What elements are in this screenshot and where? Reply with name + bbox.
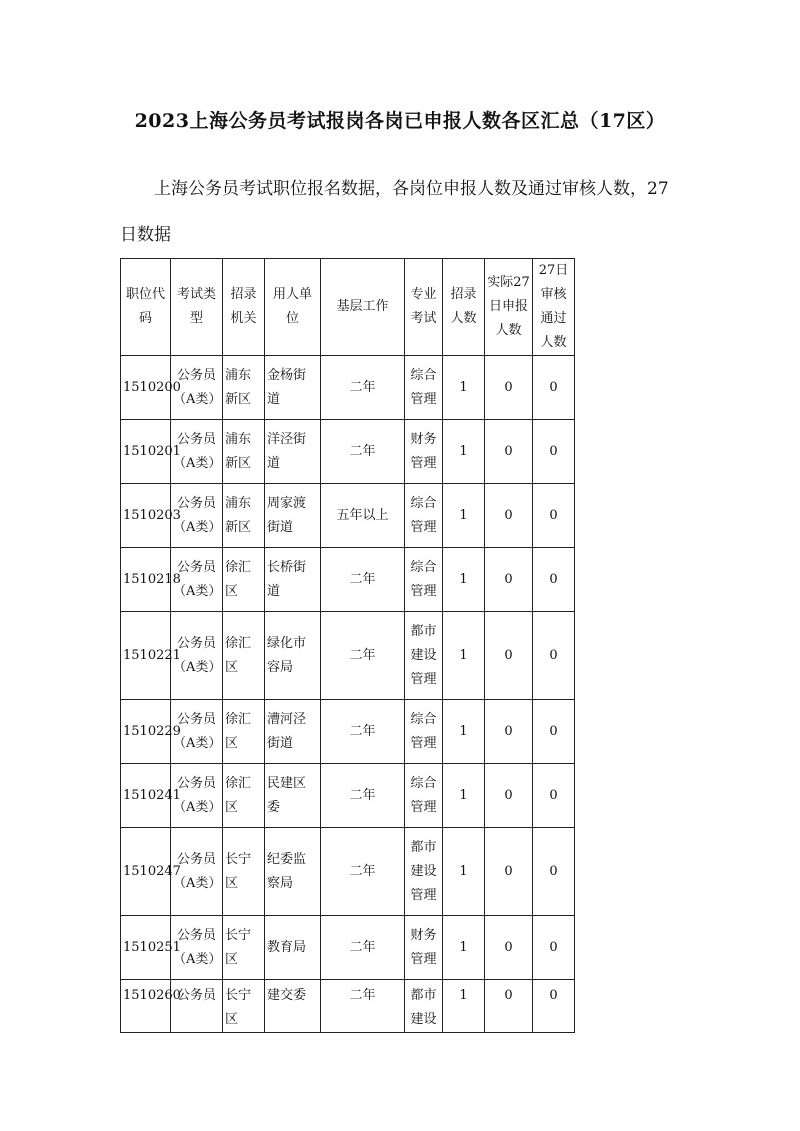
cell-unit: 长桥街道 (265, 548, 321, 612)
cell-code: 1510247 (121, 828, 171, 916)
header-cell: 招录人数 (443, 259, 485, 356)
table-row (121, 548, 575, 612)
header-cell: 招录机关 (223, 259, 265, 356)
cell-applied: 0 (485, 612, 533, 700)
cell-type: 公务员（A类） (171, 484, 223, 548)
cell-type: 公务员（A类） (171, 420, 223, 484)
cell-exam: 综合管理 (405, 356, 443, 420)
cell-org: 浦东新区 (223, 420, 265, 484)
cell-passed: 0 (533, 916, 575, 980)
cell-base: 二年 (321, 764, 405, 828)
cell-unit: 洋泾街道 (265, 420, 321, 484)
cell-unit: 金杨街道 (265, 356, 321, 420)
cell-passed: 0 (533, 612, 575, 700)
table-row (121, 828, 575, 916)
cell-quota: 1 (443, 764, 485, 828)
cell-org: 徐汇区 (223, 764, 265, 828)
table-row (121, 356, 575, 420)
cell-org: 长宁区 (223, 828, 265, 916)
cell-base: 二年 (321, 420, 405, 484)
cell-passed: 0 (533, 980, 575, 1033)
cell-passed: 0 (533, 548, 575, 612)
cell-type: 公务员（A类） (171, 612, 223, 700)
positions-table (120, 258, 575, 1033)
table-row (121, 764, 575, 828)
cell-code: 1510221 (121, 612, 171, 700)
cell-exam: 财务管理 (405, 916, 443, 980)
cell-base: 二年 (321, 700, 405, 764)
cell-type: 公务员（A类） (171, 764, 223, 828)
cell-exam: 综合管理 (405, 484, 443, 548)
cell-applied: 0 (485, 420, 533, 484)
cell-org: 长宁区 (223, 916, 265, 980)
cell-org: 徐汇区 (223, 612, 265, 700)
cell-unit: 绿化市容局 (265, 612, 321, 700)
cell-passed: 0 (533, 356, 575, 420)
document-title: 2023上海公务员考试报岗各岗已申报人数各区汇总（17区） (134, 110, 666, 132)
cell-applied: 0 (485, 980, 533, 1033)
cell-org: 徐汇区 (223, 548, 265, 612)
cell-code: 1510251 (121, 916, 171, 980)
cell-type: 公务员（A类） (171, 916, 223, 980)
header-cell: 用人单位 (265, 259, 321, 356)
header-cell: 实际27日申报人数 (485, 259, 533, 356)
cell-code: 1510200 (121, 356, 171, 420)
table-row (121, 612, 575, 700)
table-row (121, 484, 575, 548)
cell-code: 1510260 (121, 980, 171, 1033)
cell-org: 徐汇区 (223, 700, 265, 764)
cell-quota: 1 (443, 420, 485, 484)
cell-passed: 0 (533, 828, 575, 916)
cell-base: 五年以上 (321, 484, 405, 548)
cell-unit: 民建区委 (265, 764, 321, 828)
table-row (121, 980, 575, 1033)
cell-base: 二年 (321, 356, 405, 420)
cell-exam: 财务管理 (405, 420, 443, 484)
header-cell: 基层工作 (321, 259, 405, 356)
cell-unit: 周家渡街道 (265, 484, 321, 548)
cell-type: 公务员 (171, 980, 223, 1033)
cell-org: 浦东新区 (223, 484, 265, 548)
cell-quota: 1 (443, 612, 485, 700)
cell-code: 1510241 (121, 764, 171, 828)
cell-code: 1510229 (121, 700, 171, 764)
cell-applied: 0 (485, 356, 533, 420)
table-header-row (121, 259, 575, 356)
cell-quota: 1 (443, 356, 485, 420)
cell-applied: 0 (485, 916, 533, 980)
cell-code: 1510203 (121, 484, 171, 548)
cell-passed: 0 (533, 764, 575, 828)
cell-applied: 0 (485, 828, 533, 916)
cell-type: 公务员（A类） (171, 700, 223, 764)
cell-applied: 0 (485, 700, 533, 764)
cell-exam: 都市建设管理 (405, 612, 443, 700)
table-row (121, 420, 575, 484)
cell-org: 长宁区 (223, 980, 265, 1033)
cell-quota: 1 (443, 980, 485, 1033)
cell-base: 二年 (321, 980, 405, 1033)
cell-quota: 1 (443, 548, 485, 612)
cell-passed: 0 (533, 484, 575, 548)
cell-applied: 0 (485, 548, 533, 612)
cell-quota: 1 (443, 700, 485, 764)
cell-unit: 建交委 (265, 980, 321, 1033)
cell-exam: 综合管理 (405, 548, 443, 612)
cell-type: 公务员（A类） (171, 548, 223, 612)
cell-quota: 1 (443, 484, 485, 548)
cell-exam: 都市建设 (405, 980, 443, 1033)
cell-type: 公务员（A类） (171, 356, 223, 420)
intro-paragraph: 上海公务员考试职位报名数据，各岗位申报人数及通过审核人数，27日数据 (120, 179, 669, 245)
table-row (121, 916, 575, 980)
cell-base: 二年 (321, 612, 405, 700)
cell-type: 公务员（A类） (171, 828, 223, 916)
cell-base: 二年 (321, 916, 405, 980)
header-cell: 专业考试 (405, 259, 443, 356)
cell-exam: 综合管理 (405, 700, 443, 764)
cell-unit: 漕河泾街道 (265, 700, 321, 764)
cell-quota: 1 (443, 828, 485, 916)
cell-exam: 综合管理 (405, 764, 443, 828)
header-cell: 职位代码 (121, 259, 171, 356)
cell-code: 1510218 (121, 548, 171, 612)
cell-unit: 纪委监察局 (265, 828, 321, 916)
cell-quota: 1 (443, 916, 485, 980)
cell-passed: 0 (533, 420, 575, 484)
cell-unit: 教育局 (265, 916, 321, 980)
header-cell: 27日审核通过人数 (533, 259, 575, 356)
cell-applied: 0 (485, 484, 533, 548)
table-row (121, 700, 575, 764)
header-cell: 考试类型 (171, 259, 223, 356)
cell-base: 二年 (321, 828, 405, 916)
cell-base: 二年 (321, 548, 405, 612)
cell-code: 1510201 (121, 420, 171, 484)
cell-passed: 0 (533, 700, 575, 764)
cell-org: 浦东新区 (223, 356, 265, 420)
cell-applied: 0 (485, 764, 533, 828)
cell-exam: 都市建设管理 (405, 828, 443, 916)
